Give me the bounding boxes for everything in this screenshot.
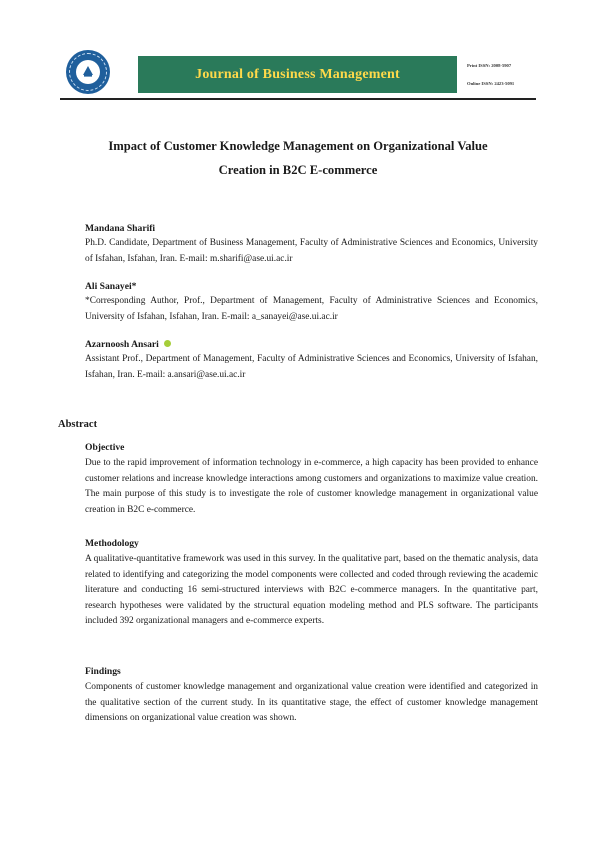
author-affiliation: Ph.D. Candidate, Department of Business Management, Faculty of Administrative Sciences and Economics, University of Isfahan, Isfahan, Iran. E-mail: m.sharifi@ase.ui.ac.ir xyxy=(85,238,538,264)
author-name: Azarnoosh Ansari xyxy=(85,339,159,350)
section-heading: Objective xyxy=(85,442,125,453)
author-affiliation: *Corresponding Author, Prof., Department of Management, Faculty of Administrative Sciences and Economics, University of Isfahan, Isfahan, Iran. E-mail: a_sanayei@ase.ui.ac.ir xyxy=(85,296,538,322)
author-affiliation: Assistant Prof., Department of Management, Faculty of Administrative Sciences and Economics, University of Isfahan, Isfahan, Iran. E-mail: a.ansari@ase.ui.ac.ir xyxy=(85,354,538,380)
orcid-icon[interactable] xyxy=(164,340,171,347)
online-issn: Online ISSN: 2423-5091 xyxy=(467,81,515,86)
author-block xyxy=(85,222,538,267)
print-issn: Print ISSN: 2008-5907 xyxy=(467,63,512,68)
abstract-section-methodology xyxy=(85,536,538,630)
abstract-heading: Abstract xyxy=(58,419,98,430)
paper-title xyxy=(60,134,536,182)
header-divider xyxy=(60,98,536,100)
author-name: Ali Sanayei* xyxy=(85,281,137,292)
section-text: Components of customer knowledge management and organizational value creation were identified and categorized in the qualitative section of the current study. In its quantitative stage, the effect of customer knowledge management dimensions on organizational value creation was shown. xyxy=(85,682,538,724)
journal-name: Journal of Business Management xyxy=(195,66,400,82)
journal-header xyxy=(60,46,536,98)
section-heading: Methodology xyxy=(85,538,139,549)
abstract-section-findings xyxy=(85,664,538,727)
section-text: A qualitative-quantitative framework was used in this survey. In the qualitative part, based on the thematic analysis, data related to identifying and categorizing the model components were collected and coded through reviewing the academic literature and conducting 16 semi-structured interviews with B2C e-commerce managers. In the quantitative part, research hypotheses were validated by the structural equation modeling method and PLS software. The participants included 392 organizational managers and e-commerce experts. xyxy=(85,554,538,627)
journal-banner xyxy=(138,56,457,93)
author-block xyxy=(85,338,538,383)
title-line-2: Creation in B2C E-commerce xyxy=(218,163,378,177)
section-text: Due to the rapid improvement of information technology in e-commerce, a high capacity has been provided to enhance customer relations and increase knowledge interactions among customers and organizations to maximize value creation. The main purpose of this study is to investigate the role of customer knowledge management in organizational value creation in B2C e-commerce. xyxy=(85,458,538,515)
author-block xyxy=(85,280,538,325)
abstract-section-objective xyxy=(85,440,538,518)
title-line-1: Impact of Customer Knowledge Management on Organizational Value xyxy=(108,139,488,153)
author-name: Mandana Sharifi xyxy=(85,223,156,234)
section-heading: Findings xyxy=(85,666,121,677)
university-seal-icon xyxy=(66,50,110,94)
